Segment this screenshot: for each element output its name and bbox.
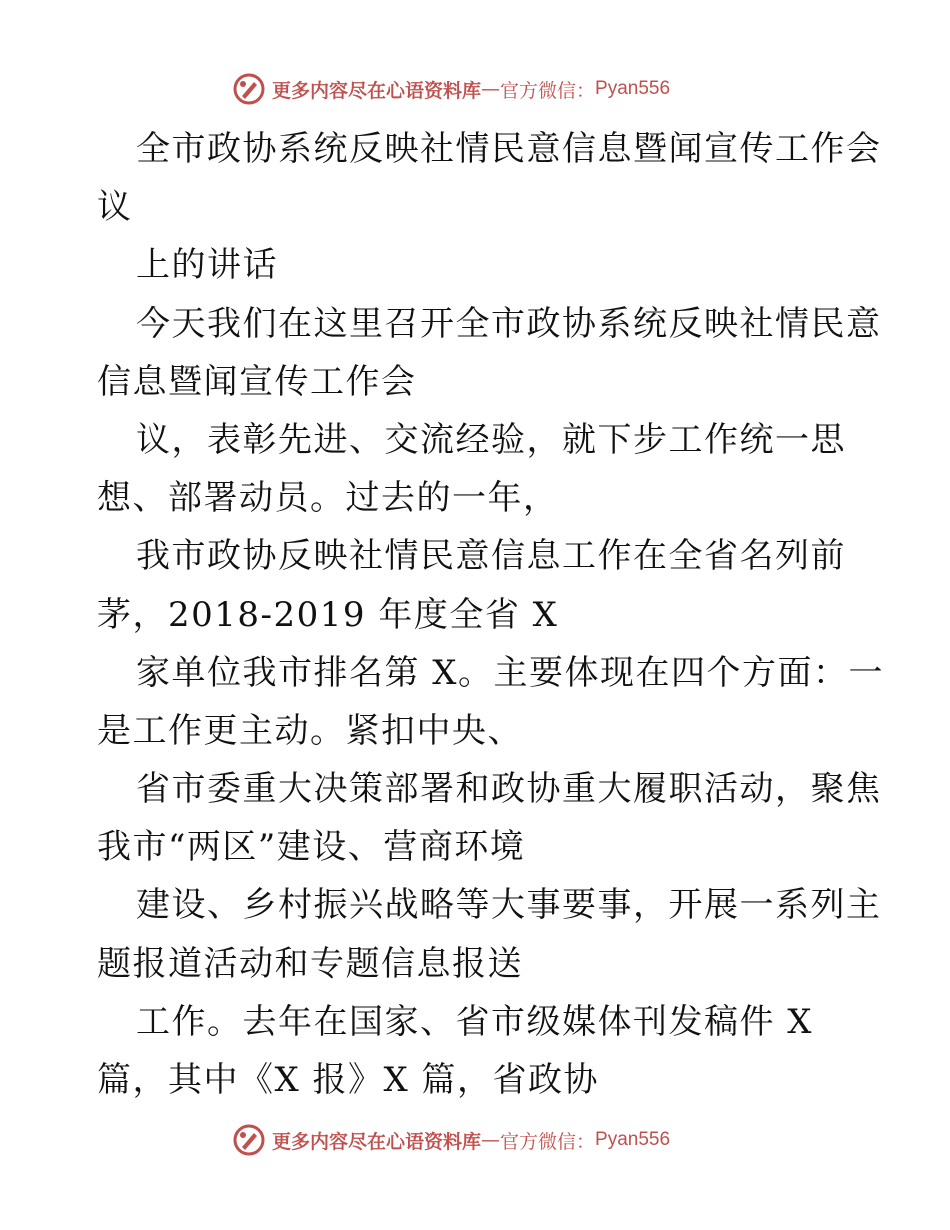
footer-banner [232, 1123, 670, 1157]
text-line: 今天我们在这里召开全市政协系统反映社情民意 [136, 303, 882, 344]
banner-wechat-id: Pyan556 [595, 78, 671, 99]
text-line: 是工作更主动。紧扣中央、 [97, 710, 523, 751]
text-line: 议 [97, 187, 133, 228]
text-line: 我市政协反映社情民意信息工作在全省名列前 [136, 536, 846, 577]
text-line: 全市政协系统反映社情民意信息暨闻宣传工作会 [136, 129, 882, 169]
text-line: 信息暨闻宣传工作会 [97, 361, 417, 402]
text-line: 省市委重大决策部署和政协重大履职活动，聚焦 [136, 769, 882, 810]
text-line: 想、部署动员。过去的一年， [97, 478, 559, 519]
text-line: 工作。去年在国家、省市级媒体刊发稿件 X [136, 1001, 814, 1042]
text-line: 建设、乡村振兴战略等大事要事，开展一系列主 [136, 885, 882, 926]
banner-wechat-label: 官方微信： [500, 1130, 596, 1153]
text-line: 篇，其中《X 报》X 篇，省政协 [97, 1060, 600, 1100]
logo-icon [232, 1123, 266, 1157]
header-banner [232, 72, 670, 106]
banner-separator: — [481, 1129, 501, 1151]
text-line: 议，表彰先进、交流经验，就下步工作统一思 [136, 419, 846, 460]
text-line: 题报道活动和专题信息报送 [97, 943, 523, 984]
document-body [97, 120, 885, 1109]
text-line: 上的讲话 [136, 245, 278, 286]
text-line: 家单位我市排名第 X。主要体现在四个方面：一 [136, 652, 885, 693]
text-line: 茅，2018-2019 年度全省 X [97, 594, 559, 635]
banner-slogan: 更多内容尽在心语资料库 [272, 79, 482, 102]
banner-wechat-id: Pyan556 [595, 1129, 671, 1150]
banner-separator: — [481, 78, 501, 100]
banner-wechat-label: 官方微信： [500, 79, 596, 102]
logo-icon [232, 72, 266, 106]
text-line: 我市“两区”建设、营商环境 [97, 827, 526, 868]
banner-slogan: 更多内容尽在心语资料库 [272, 1130, 482, 1153]
